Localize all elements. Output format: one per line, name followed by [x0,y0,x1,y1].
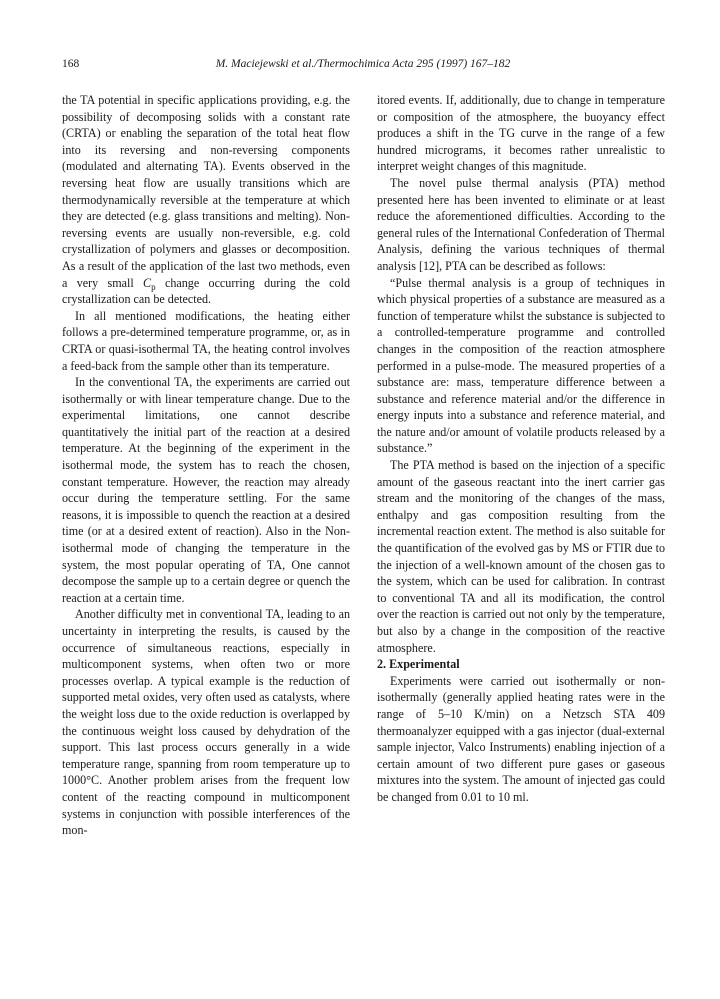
paragraph-right-5: Experiments were carried out isothermally or non-isothermally (generally applied heating rates were in the range of 5–10 K/min) on a Netzsch STA 409 thermoanalyzer equipped with a gas injector (dual-external sample injector, Valco Instruments) enabling injection of a certain amount of two different pure gases or gaseous mixtures into the system. The amount of injected gas could be changed from 0.01 to 10 ml. [377,673,665,804]
paragraph-right-1: itored events. If, additionally, due to change in temperature or composition of the atmosphere, the buoyancy effect produces a shift in the TG curve in the range of a few hundred micrograms, it becomes rather unrealistic to interpret weight changes of this magnitude. [377,93,665,174]
paragraph-left-1: the TA potential in specific applications providing, e.g. the possibility of decomposing solids with a constant rate (CRTA) or enabling the separation of the total heat flow into its reversing and non-reversing components (modulated and alternating TA). Events observed in the reversing heat flow are usually transitions which are thermodynamically reversible at the temperature at which they are detected (e.g. glass transitions and melting). Non-reversing events are usually non-reversible, e.g. cold crystallization of polymers and glasses or decomposition. As a result of the application of the last two methods, even a very small $C_p$ change occurring during the cold crystallization can be detected. [62,93,350,307]
paragraph-left-3: In the conventional TA, the experiments are carried out isothermally or with linear temperature change. Due to the experimental limitations, one cannot describe quantitatively the initial part of the reaction at a desired temperature. At the beginning of the experiment in the isothermal mode, the system has to reach the chosen, constant temperature. However, the reaction may already occur during the temperature settling. For the same reasons, it is impossible to quench the reaction at a desired time (or at a desired extent of reaction). Also in the Non-isothermal mode of changing the temperature in the system, the most popular operating of TA, One cannot decompose the sample up to a certain degree or quench the reaction at a certain time. [62,375,350,605]
page-number: 168 [62,58,80,70]
running-title: M. Maciejewski et al./Thermochimica Acta 295 (1997) 167–182 [215,58,511,70]
right-column [377,92,665,806]
page-header [62,58,664,74]
paragraph-right-2: The novel pulse thermal analysis (PTA) method presented here has been invented to eliminate or at least reduce the aforementioned difficulties. According to the general rules of the International Confederation of Thermal Analysis, defining the various techniques of thermal analysis [12], PTA can be described as follows: [377,175,665,273]
paragraph-right-4: The PTA method is based on the injection of a specific amount of the gaseous reactant into the inert carrier gas stream and the monitoring of the changes of the mass, enthalpy and gas composition resulting from the incremental reaction extent. The method is also suitable for the quantification of the evolved gas by MS or FTIR due to the injection of a well-known amount of the chosen gas to the system, which can be used for calibration. In contrast to conventional TA and all its modification, the control over the reaction is carried out not only by the temperature, but also by a change in the composition of the reactive atmosphere. [377,458,665,655]
paragraph-left-2: In all mentioned modifications, the heating either follows a pre-determined temperature programme, or, as in CRTA or quasi-isothermal TA, the heating control involves a feed-back from the sample other than its temperature. [62,308,350,373]
paragraph-right-3: “Pulse thermal analysis is a group of techniques in which physical properties of a substance are measured as a function of temperature whilst the substance is subjected to a controlled-temperature programme and controlled changes in the composition of the reaction atmosphere performed in a pulse-mode. The measured properties of a substance are: mass, temperature difference between a substance and reference material and/or the difference in energy inputs into a substance and reference material, and the nature and/or amount of volatile products released by a substance.” [377,275,665,456]
section-heading: 2. Experimental [377,657,460,672]
paragraph-left-4: Another difficulty met in conventional TA, leading to an uncertainty in interpreting the results, is caused by the occurrence of simultaneous reactions, especially in multicomponent systems, when often two or more processes overlap. A typical example is the reduction of supported metal oxides, very often used as catalysts, where the weight loss due to the oxide reduction is overlapped by the continuous weight loss caused by dehydration of the support. This last process occurs generally in a wide temperature range, spanning from room temperature up to 1000°C. Another problem arises from the frequent low content of the reacting compound in multicomponent systems in conjunction with possible interferences of the mon- [62,607,350,838]
left-column [62,92,350,839]
